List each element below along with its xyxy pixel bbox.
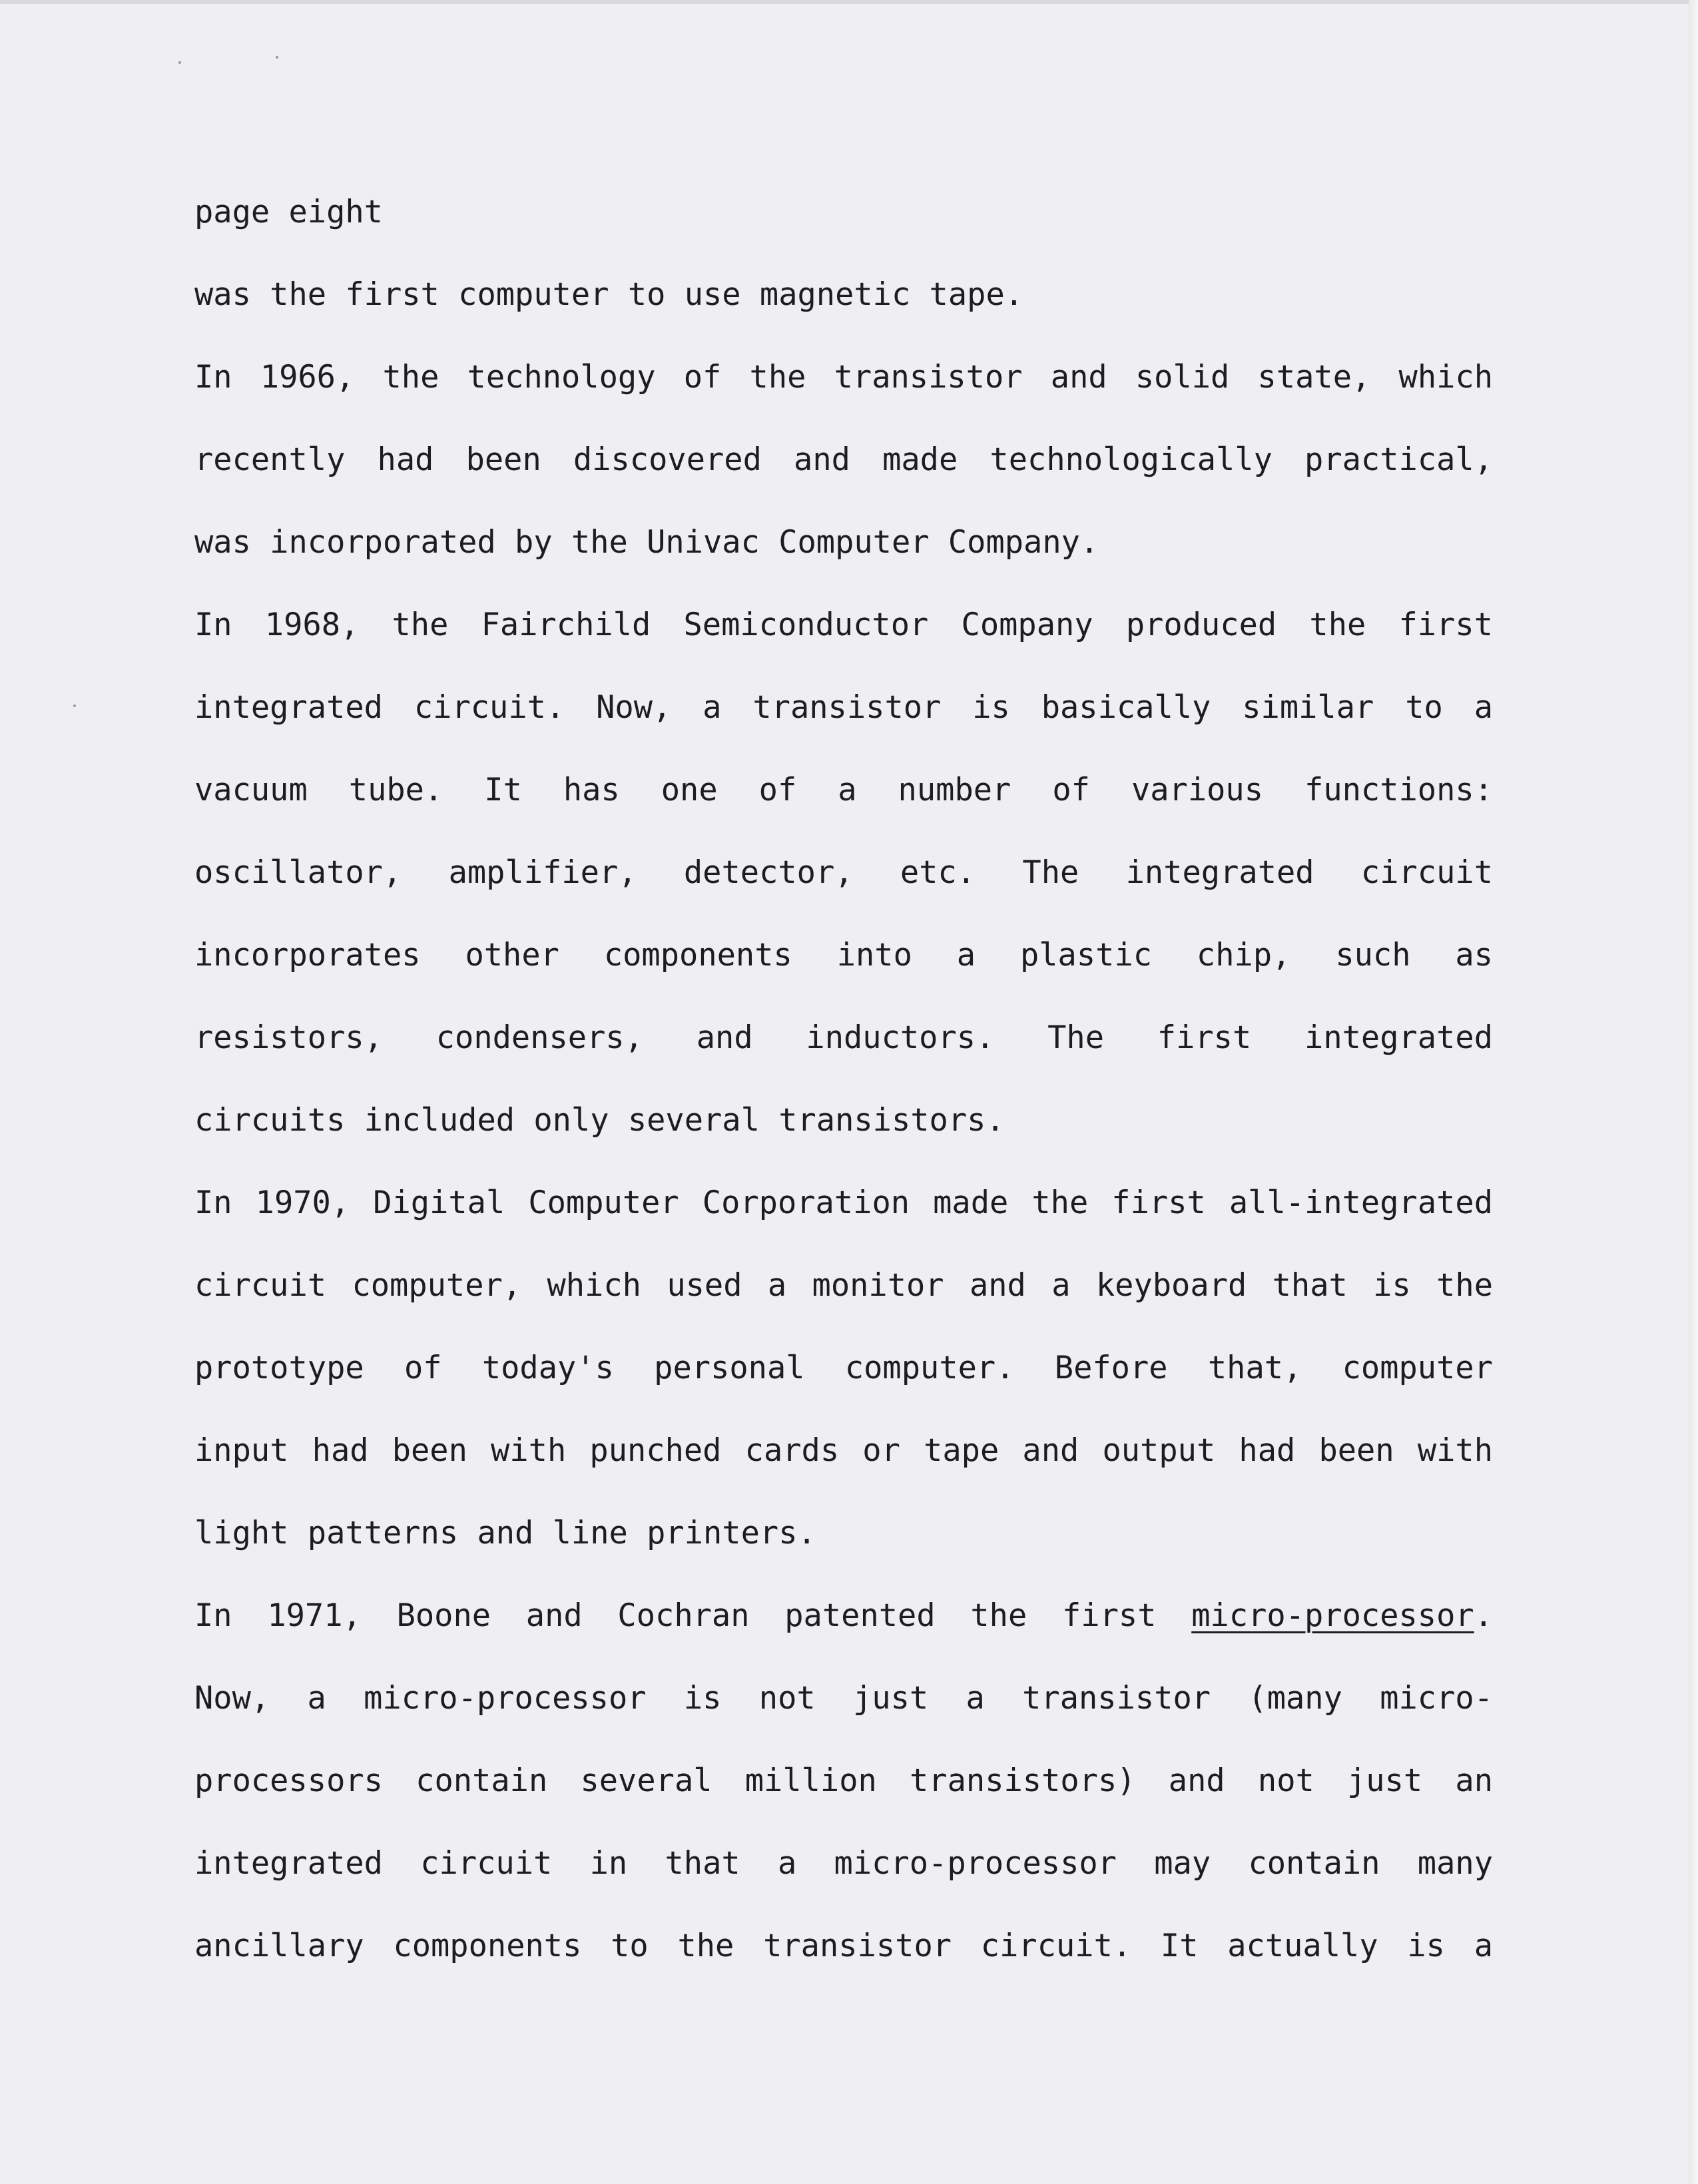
text-line: input had been with punched cards or tape and output had been with — [194, 1432, 1493, 1469]
scan-edge-right — [1689, 0, 1698, 2184]
text-line: circuits included only several transistors. — [194, 1102, 1005, 1139]
text-line: In 1966, the technology of the transistor and solid state, which — [194, 359, 1493, 396]
text-line: was incorporated by the Univac Computer Company. — [194, 524, 1099, 561]
text-line: integrated circuit in that a micro-processor may contain many — [194, 1845, 1493, 1882]
scan-speck — [276, 56, 278, 59]
underlined-term — [1191, 1597, 1493, 1634]
text-line: ancillary components to the transistor circuit. It actually is a — [194, 1928, 1493, 1964]
text-line: Now, a micro-processor is not just a transistor (many micro- — [194, 1680, 1493, 1717]
text-line: was the first computer to use magnetic tape. — [194, 276, 1024, 313]
scan-speck — [73, 704, 76, 707]
text-line: In 1970, Digital Computer Corporation made the first all-integrated — [194, 1185, 1493, 1221]
text-line: incorporates other components into a plastic chip, such as — [194, 937, 1493, 973]
text-line: vacuum tube. It has one of a number of various functions: — [194, 772, 1493, 808]
text-line: circuit computer, which used a monitor and a keyboard that is the — [194, 1267, 1493, 1304]
text-line: prototype of today's personal computer. Before that, computer — [194, 1350, 1493, 1386]
text-line: recently had been discovered and made technologically practical, — [194, 441, 1493, 478]
text-line: light patterns and line printers. — [194, 1515, 816, 1551]
text-line: integrated circuit. Now, a transistor is basically similar to a — [194, 689, 1493, 726]
text-line: oscillator, amplifier, detector, etc. The integrated circuit — [194, 854, 1493, 891]
underlined-term-text: micro-processor — [1191, 1597, 1474, 1634]
document-body — [194, 184, 1493, 2000]
text-line: resistors, condensers, and inductors. The first integrated — [194, 1019, 1493, 1056]
text-line: processors contain several million transistors) and not just an — [194, 1763, 1493, 1799]
text-line-with-underline — [194, 1587, 1493, 1670]
page-header: page eight — [194, 194, 383, 230]
trailing-period: . — [1474, 1597, 1493, 1634]
scan-edge-top — [0, 0, 1698, 4]
text-segment: In 1971, Boone and Cochran patented the first — [194, 1597, 1157, 1634]
text-line: In 1968, the Fairchild Semiconductor Company produced the first — [194, 607, 1493, 643]
scan-speck — [178, 61, 181, 64]
